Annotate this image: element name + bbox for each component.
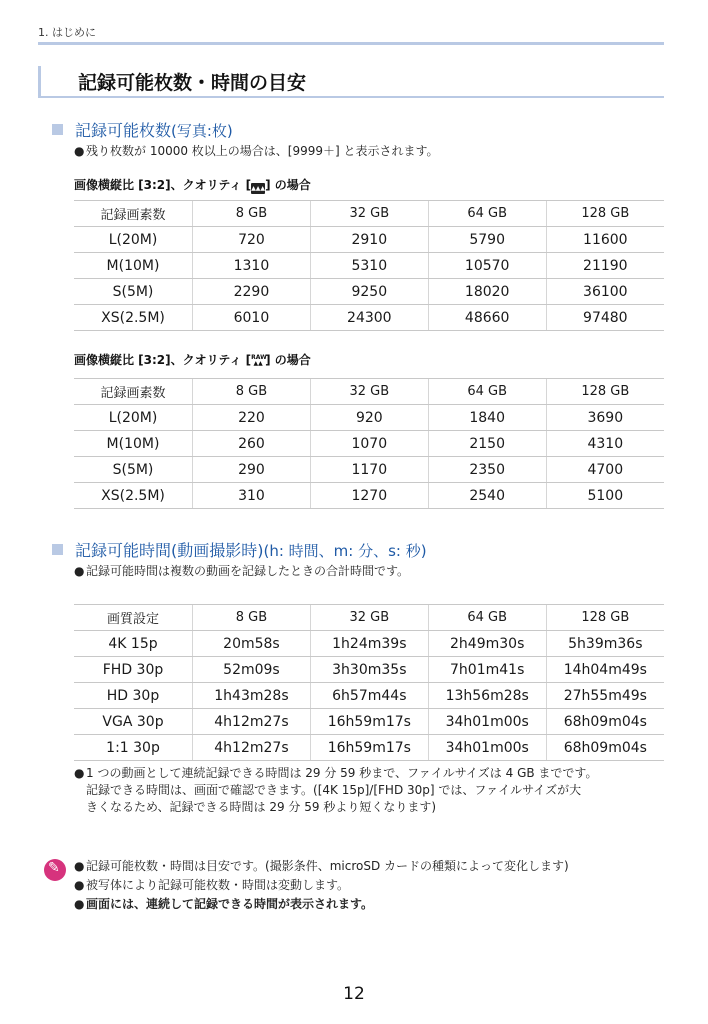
table-cell: 1h43m28s bbox=[193, 683, 311, 709]
table-caption-fine: 画像横縦比 [3:2]、クオリティ [▲▲▲] の場合 bbox=[74, 178, 311, 192]
table-cell: 310 bbox=[193, 483, 311, 509]
table-cell: 5100 bbox=[546, 483, 664, 509]
table-cell: 2350 bbox=[428, 457, 546, 483]
table-cell: M(10M) bbox=[74, 253, 193, 279]
note-line: ● 1 つの動画として連続記録できる時間は 29 分 59 秒まで、ファイルサイズは 4 GB までです。 bbox=[74, 766, 598, 780]
bullet-icon: ● bbox=[74, 897, 85, 911]
table-header-cell: 64 GB bbox=[428, 379, 546, 405]
table-row bbox=[74, 305, 664, 331]
note-item: ● 画面には、連続して記録できる時間が表示されます。 bbox=[74, 897, 374, 911]
table-cell: L(20M) bbox=[74, 405, 193, 431]
table-row bbox=[74, 683, 664, 709]
table-cell: 1170 bbox=[310, 457, 428, 483]
table-row bbox=[74, 709, 664, 735]
square-bullet-icon bbox=[52, 124, 63, 135]
table-header-cell: 64 GB bbox=[428, 605, 546, 631]
table-header-row bbox=[74, 379, 664, 405]
table-cell: 9250 bbox=[310, 279, 428, 305]
table-cell: 52m09s bbox=[193, 657, 311, 683]
table-cell: 16h59m17s bbox=[310, 709, 428, 735]
page-title: 記録可能枚数・時間の目安 bbox=[78, 72, 307, 94]
section-heading-video bbox=[52, 538, 427, 561]
table-cell: 21190 bbox=[546, 253, 664, 279]
table-cell: XS(2.5M) bbox=[74, 483, 193, 509]
table-cell: M(10M) bbox=[74, 431, 193, 457]
table-cell: 4310 bbox=[546, 431, 664, 457]
table-cell: 2910 bbox=[310, 227, 428, 253]
bullet-icon: ● bbox=[74, 766, 85, 780]
table-caption-raw: 画像横縦比 [3:2]、クオリティ [RAW ▲▲ ] の場合 bbox=[74, 353, 311, 367]
table-cell: S(5M) bbox=[74, 457, 193, 483]
table-cell: 34h01m00s bbox=[428, 709, 546, 735]
section-heading-main: 記録可能時間(動画撮影時) bbox=[75, 541, 264, 560]
table-header-cell: 128 GB bbox=[546, 605, 664, 631]
table-cell: XS(2.5M) bbox=[74, 305, 193, 331]
table-cell: HD 30p bbox=[74, 683, 193, 709]
table-cell: 220 bbox=[193, 405, 311, 431]
table-cell: 1:1 30p bbox=[74, 735, 193, 761]
bullet-icon: ● bbox=[74, 878, 85, 892]
section-heading-sub: (h: 時間、m: 分、s: 秒) bbox=[263, 542, 427, 560]
table-header-cell: 8 GB bbox=[193, 379, 311, 405]
table-cell: L(20M) bbox=[74, 227, 193, 253]
table-row bbox=[74, 405, 664, 431]
bullet-icon: ● bbox=[74, 564, 85, 578]
table-row bbox=[74, 631, 664, 657]
table-cell: 20m58s bbox=[193, 631, 311, 657]
table-cell: 290 bbox=[193, 457, 311, 483]
table-cell: 2540 bbox=[428, 483, 546, 509]
table-row bbox=[74, 483, 664, 509]
table-cell: 920 bbox=[310, 405, 428, 431]
shots-table-fine bbox=[74, 200, 664, 331]
section-heading-sub: (写真:枚) bbox=[171, 122, 233, 140]
table-cell: 1h24m39s bbox=[310, 631, 428, 657]
breadcrumb: 1. はじめに bbox=[38, 26, 96, 39]
table-cell: 2150 bbox=[428, 431, 546, 457]
table-cell: 1310 bbox=[193, 253, 311, 279]
table-cell: 1840 bbox=[428, 405, 546, 431]
table-cell: 27h55m49s bbox=[546, 683, 664, 709]
shots-table-raw bbox=[74, 378, 664, 509]
table-header-cell: 8 GB bbox=[193, 201, 311, 227]
page-number: 12 bbox=[343, 984, 365, 1004]
table-cell: 260 bbox=[193, 431, 311, 457]
table-cell: 6h57m44s bbox=[310, 683, 428, 709]
title-accent-line bbox=[38, 66, 41, 98]
table-cell: 13h56m28s bbox=[428, 683, 546, 709]
table-row bbox=[74, 735, 664, 761]
table-cell: VGA 30p bbox=[74, 709, 193, 735]
table-cell: 36100 bbox=[546, 279, 664, 305]
table-cell: 720 bbox=[193, 227, 311, 253]
table-cell: 2290 bbox=[193, 279, 311, 305]
table-cell: 1270 bbox=[310, 483, 428, 509]
table-cell: 5h39m36s bbox=[546, 631, 664, 657]
section-heading-shots bbox=[52, 118, 233, 141]
table-header-row bbox=[74, 605, 664, 631]
table-cell: 14h04m49s bbox=[546, 657, 664, 683]
note-line: きくなるため、記録できる時間は 29 分 59 秒より短くなります) bbox=[86, 800, 437, 814]
table-cell: 3690 bbox=[546, 405, 664, 431]
video-limit-note bbox=[74, 765, 674, 816]
table-cell: 5790 bbox=[428, 227, 546, 253]
table-header-cell: 128 GB bbox=[546, 201, 664, 227]
note-item: ● 被写体により記録可能枚数・時間は変動します。 bbox=[74, 878, 350, 892]
table-cell: 68h09m04s bbox=[546, 735, 664, 761]
table-header-cell: 記録画素数 bbox=[74, 379, 193, 405]
table-header-cell: 64 GB bbox=[428, 201, 546, 227]
pencil-note-icon bbox=[44, 859, 66, 881]
fine-quality-icon: ▲▲▲ bbox=[251, 185, 266, 192]
table-row bbox=[74, 227, 664, 253]
table-cell: FHD 30p bbox=[74, 657, 193, 683]
table-cell: 24300 bbox=[310, 305, 428, 331]
bullet-icon: ● bbox=[74, 859, 85, 873]
table-header-cell: 8 GB bbox=[193, 605, 311, 631]
table-cell: 4h12m27s bbox=[193, 735, 311, 761]
title-underline bbox=[38, 96, 664, 98]
table-cell: 7h01m41s bbox=[428, 657, 546, 683]
table-cell: 97480 bbox=[546, 305, 664, 331]
table-cell: 2h49m30s bbox=[428, 631, 546, 657]
table-row bbox=[74, 431, 664, 457]
table-row bbox=[74, 253, 664, 279]
table-header-cell: 画質設定 bbox=[74, 605, 193, 631]
table-header-row bbox=[74, 201, 664, 227]
table-cell: 5310 bbox=[310, 253, 428, 279]
square-bullet-icon bbox=[52, 544, 63, 555]
table-row bbox=[74, 657, 664, 683]
table-cell: 1070 bbox=[310, 431, 428, 457]
bullet-icon: ● bbox=[74, 144, 85, 158]
table-cell: 4K 15p bbox=[74, 631, 193, 657]
table-cell: 11600 bbox=[546, 227, 664, 253]
section-note: ● 残り枚数が 10000 枚以上の場合は、[9999＋] と表示されます。 bbox=[74, 144, 439, 158]
table-cell: 4h12m27s bbox=[193, 709, 311, 735]
note-line: 記録できる時間は、画面で確認できます。([4K 15p]/[FHD 30p] では、ファイルサイズが大 bbox=[86, 783, 582, 797]
title-bar bbox=[38, 66, 664, 98]
table-cell: 48660 bbox=[428, 305, 546, 331]
table-cell: 18020 bbox=[428, 279, 546, 305]
table-header-cell: 32 GB bbox=[310, 379, 428, 405]
video-time-table bbox=[74, 604, 664, 761]
table-cell: 68h09m04s bbox=[546, 709, 664, 735]
section-heading-main: 記録可能枚数 bbox=[75, 121, 172, 140]
header-rule bbox=[38, 42, 664, 45]
table-cell: 4700 bbox=[546, 457, 664, 483]
section-note: ● 記録可能時間は複数の動画を記録したときの合計時間です。 bbox=[74, 564, 410, 578]
table-row bbox=[74, 457, 664, 483]
table-cell: 10570 bbox=[428, 253, 546, 279]
table-cell: 6010 bbox=[193, 305, 311, 331]
table-header-cell: 32 GB bbox=[310, 201, 428, 227]
raw-fine-quality-icon: RAW ▲▲ bbox=[251, 354, 267, 367]
table-row bbox=[74, 279, 664, 305]
table-cell: 16h59m17s bbox=[310, 735, 428, 761]
table-header-cell: 32 GB bbox=[310, 605, 428, 631]
table-header-cell: 128 GB bbox=[546, 379, 664, 405]
table-header-cell: 記録画素数 bbox=[74, 201, 193, 227]
table-cell: 3h30m35s bbox=[310, 657, 428, 683]
table-cell: S(5M) bbox=[74, 279, 193, 305]
table-cell: 34h01m00s bbox=[428, 735, 546, 761]
note-item: ● 記録可能枚数・時間は目安です。(撮影条件、microSD カードの種類によって変化します) bbox=[74, 859, 569, 873]
